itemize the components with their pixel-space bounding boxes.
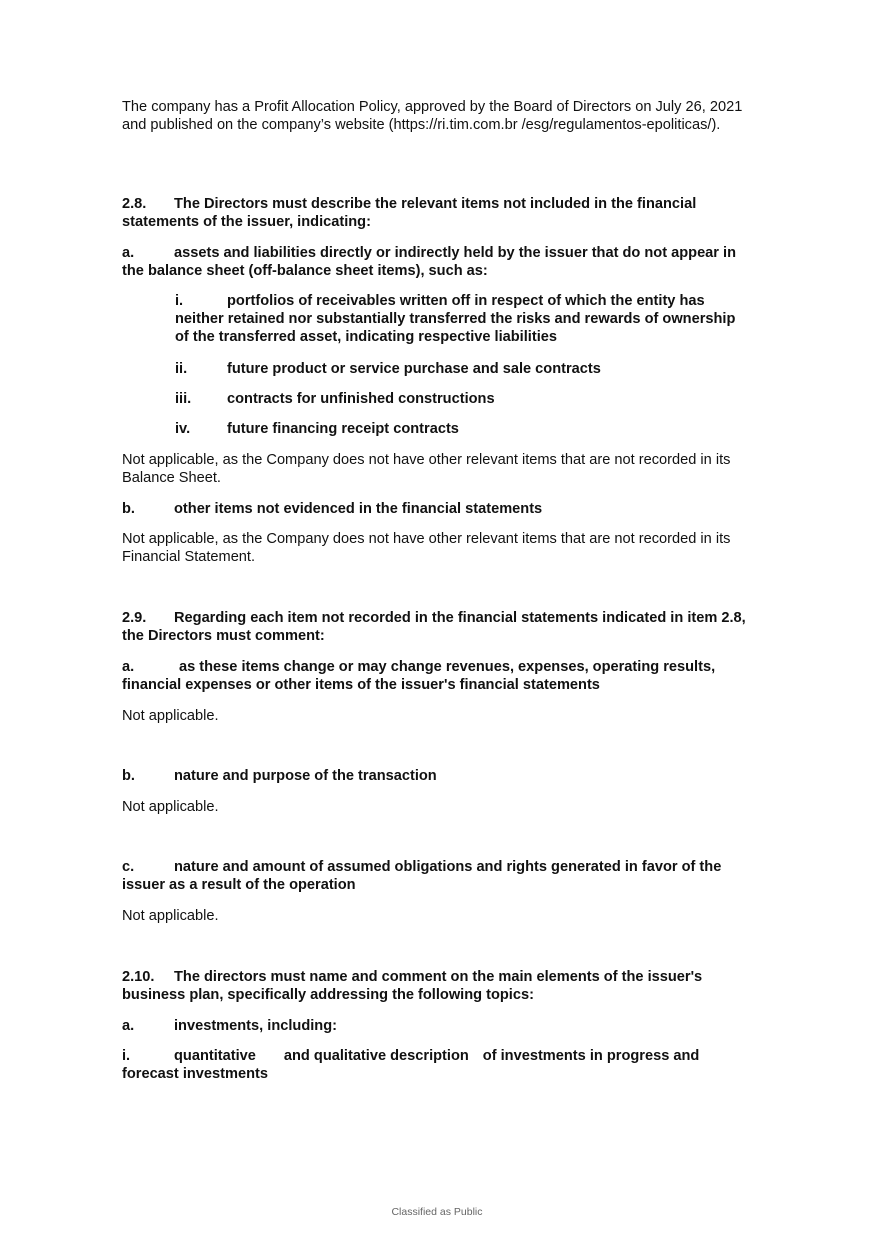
item-text-part3: of investments in progress and forecast investments (122, 1048, 700, 1083)
item-text: nature and amount of assumed obligations and rights generated in favor of the issuer as a result of the operation (122, 859, 722, 894)
item-text-part1: quantitative (174, 1048, 256, 1064)
subitem-text: portfolios of receivables written off in respect of which the entity has neither retained nor substantially transferred the risks and rewards of ownership of the transferred asset, indicating respective liabilities (175, 293, 736, 346)
item-letter: a. (122, 659, 135, 675)
item-text: as these items change or may change revenues, expenses, operating results, financial expenses or other items of the issuer's financial statements (122, 659, 716, 694)
section-2-8-answer-a: Not applicable, as the Company does not have other relevant items that are not recorded in its Balance Sheet. (122, 452, 731, 487)
section-2-8-subitem-iii (175, 390, 752, 408)
section-heading-text: The directors must name and comment on the main elements of the issuer's business plan, specifically addressing the following topics: (122, 969, 703, 1004)
section-2-9-item-b (122, 767, 752, 785)
section-2-9-answer-b: Not applicable. (122, 799, 219, 815)
section-2-8-item-b (122, 500, 752, 518)
subitem-text: contracts for unfinished constructions (227, 391, 495, 407)
section-heading-text: Regarding each item not recorded in the financial statements indicated in item 2.8, the Directors must comment: (122, 610, 746, 645)
subitem-text: future financing receipt contracts (227, 421, 459, 437)
section-2-8-subitem-iv (175, 420, 752, 438)
section-2-10-item-i (122, 1047, 752, 1083)
section-2-9-item-c (122, 858, 752, 894)
item-text: other items not evidenced in the financial statements (174, 501, 543, 517)
section-2-8-item-a (122, 244, 752, 280)
section-2-8-subitem-i (175, 292, 752, 347)
section-2-8-heading (122, 195, 752, 231)
item-letter: c. (122, 859, 135, 875)
section-2-9-heading (122, 609, 752, 645)
subitem-numeral: iii. (175, 391, 192, 407)
item-numeral: i. (122, 1048, 131, 1064)
section-number: 2.8. (122, 196, 147, 212)
item-letter: b. (122, 501, 135, 517)
item-text: nature and purpose of the transaction (174, 768, 437, 784)
section-2-9-answer-a: Not applicable. (122, 708, 219, 724)
section-number: 2.10. (122, 969, 155, 985)
section-2-8-answer-b: Not applicable, as the Company does not have other relevant items that are not recorded in its Financial Statement. (122, 531, 731, 566)
subitem-numeral: ii. (175, 361, 188, 377)
subitem-numeral: i. (175, 293, 184, 309)
classification-footer: Classified as Public (391, 1206, 483, 1218)
section-number: 2.9. (122, 610, 147, 626)
section-heading-text: The Directors must describe the relevant items not included in the financial statements of the issuer, indicating: (122, 196, 697, 231)
section-2-9-item-a (122, 658, 752, 694)
item-text-part2: and qualitative description (283, 1048, 469, 1064)
intro-paragraph: The company has a Profit Allocation Policy, approved by the Board of Directors on July 26, 2021 and published on the company’s website (https://ri.tim.com.br /esg/regulamentos-epoliticas/). (122, 99, 743, 134)
section-2-9-answer-c: Not applicable. (122, 908, 219, 924)
section-2-10-item-a (122, 1017, 752, 1035)
item-text: assets and liabilities directly or indirectly held by the issuer that do not appear in the balance sheet (off-balance sheet items), such as: (122, 245, 737, 280)
section-2-8-subitem-ii (175, 360, 752, 378)
section-2-10-heading (122, 968, 752, 1004)
item-letter: a. (122, 1018, 135, 1034)
subitem-text: future product or service purchase and sale contracts (227, 361, 601, 377)
item-letter: b. (122, 768, 135, 784)
item-text: investments, including: (174, 1018, 337, 1034)
subitem-numeral: iv. (175, 421, 191, 437)
item-letter: a. (122, 245, 135, 261)
